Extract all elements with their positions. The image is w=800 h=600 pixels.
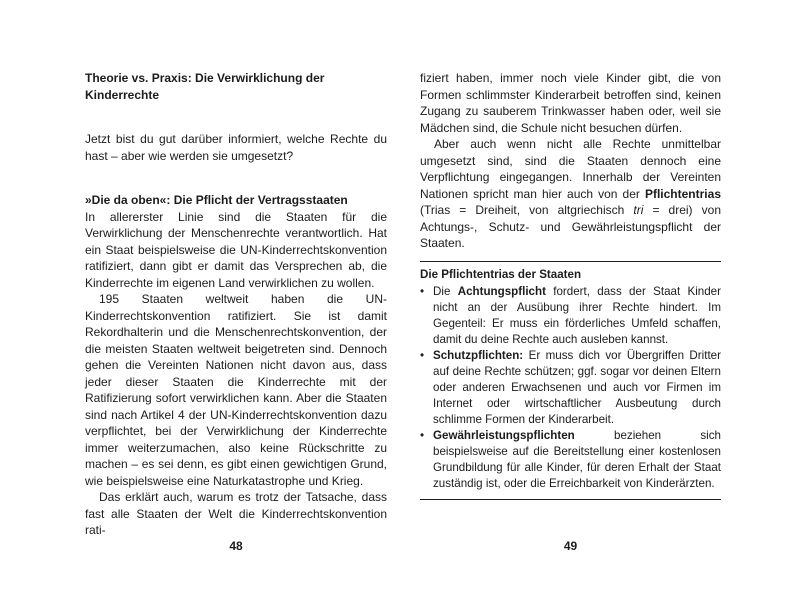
italic-term: tri [633,203,644,217]
page-number-left: 48 [229,539,243,553]
paragraph-text: Aber auch wenn nicht alle Rechte unmittelbar umgesetzt sind, sind die Staaten dennoch eine Verpflichtung eingegangen. Innerhalb der Vereinten Nationen spricht man hier auch von der [420,137,721,201]
bullet-bold-term: Achtungspflicht [457,284,546,298]
bullet-text [433,285,721,346]
box-bullet [420,348,721,428]
page-left [85,70,387,580]
pflichtentrias-box [420,261,721,500]
section-subheading: »Die da oben«: Die Pflicht der Vertragsstaaten [85,193,348,207]
box-bullet [420,284,721,348]
bullet-text-rest: fordert, dass der Staat Kinder nicht an der Ausübung ihrer Rechte hindert. Im Gegenteil: Er muss ein förderliches Umfeld schaffen, damit du deine Rechte auch ausleben kannst. [433,284,721,346]
paragraph-pflichtentrias [420,136,721,252]
bullet-text-pre: Die [433,284,458,298]
bullet-icon: • [420,428,425,442]
box-bullet-list [420,284,721,492]
paragraph: fiziert haben, immer noch viele Kinder gibt, die von Formen schlimmster Kinderarbeit betroffen sind, keinen Zugang zu sauberem Trinkwasser haben oder, weil sie Mädchen sind, die Schule nicht besuchen dürfen. [420,71,721,135]
bold-term: Pflichtentrias [644,186,721,201]
intro-paragraph: Jetzt bist du gut darüber informiert, welche Rechte du hast – aber wie werden sie umgesetzt? [85,132,387,163]
bullet-bold-term: Schutzpflichten: [433,348,524,362]
paragraph-text: = drei) von Achtungs-, Schutz- und Gewährleistungspflicht der Staaten. [420,203,721,250]
paragraph: Das erklärt auch, warum es trotz der Tatsache, dass fast alle Staaten der Welt die Kinderrechtskonvention rati- [85,490,387,537]
paragraph: 195 Staaten weltweit haben die UN-Kinderrechtskonvention ratifiziert. Sie ist damit Rekordhalterin und die Menschenrechtskonvention, der die meisten Staaten weltweit beigetreten sind. Dennoch gehen die Vereinten Nationen nicht davon aus, dass jeder dieser Staaten die Kinderrechte mit der Ratifizierung sofort verwirklichen kann. Aber die Staaten sind nach Artikel 4 der UN-Kinderrechtskonvention dazu verpflichtet, bei der Verwirklichung der Kinderrechte immer weiterzumachen, also keine Rückschritte zu machen – es sei denn, es gibt einen gewichtigen Grund, wie beispielsweise eine Naturkatastrophe und Krieg. [85,292,387,488]
bullet-text-rest: Er muss dich vor Übergriffen Dritter auf deine Rechte schützen; ggf. sogar vor deinen Eltern oder anderen Erwachsenen und auch vor Firmen im Internet oder wirtschaftlicher Ausbeutung durch schlimme Formen der Kinderarbeit. [433,348,721,426]
box-title: Die Pflichtentrias der Staaten [420,267,582,281]
bullet-text [433,429,721,490]
page-right [420,70,721,580]
chapter-heading: Theorie vs. Praxis: Die Verwirklichung der Kinderrechte [85,71,325,102]
page-number-right: 49 [563,539,578,553]
bullet-bold-term: Gewährleistungspflichten [433,428,575,442]
box-bullet [420,428,721,492]
paragraph-text: (Trias = Dreiheit, von altgriechisch [420,203,634,217]
bullet-icon: • [420,348,425,362]
bullet-text [433,349,721,426]
paragraph: In allererster Linie sind die Staaten für die Verwirklichung der Menschenrechte verantwortlich. Hat ein Staat beispielsweise die UN-Kinderrechtskonvention ratifiziert, dann gibt er damit das Versprechen ab, die Kinderrechte im eigenen Land verwirklichen zu wollen. [85,209,387,290]
bullet-icon: • [420,284,425,298]
bullet-text-rest: beziehen sich beispielsweise auf die Bereitstellung einer kostenlosen Grundbildung für alle Kinder, für deren Erhalt der Staat zuständig ist, oder die Erreichbarkeit von Kinderärzten. [433,428,721,490]
